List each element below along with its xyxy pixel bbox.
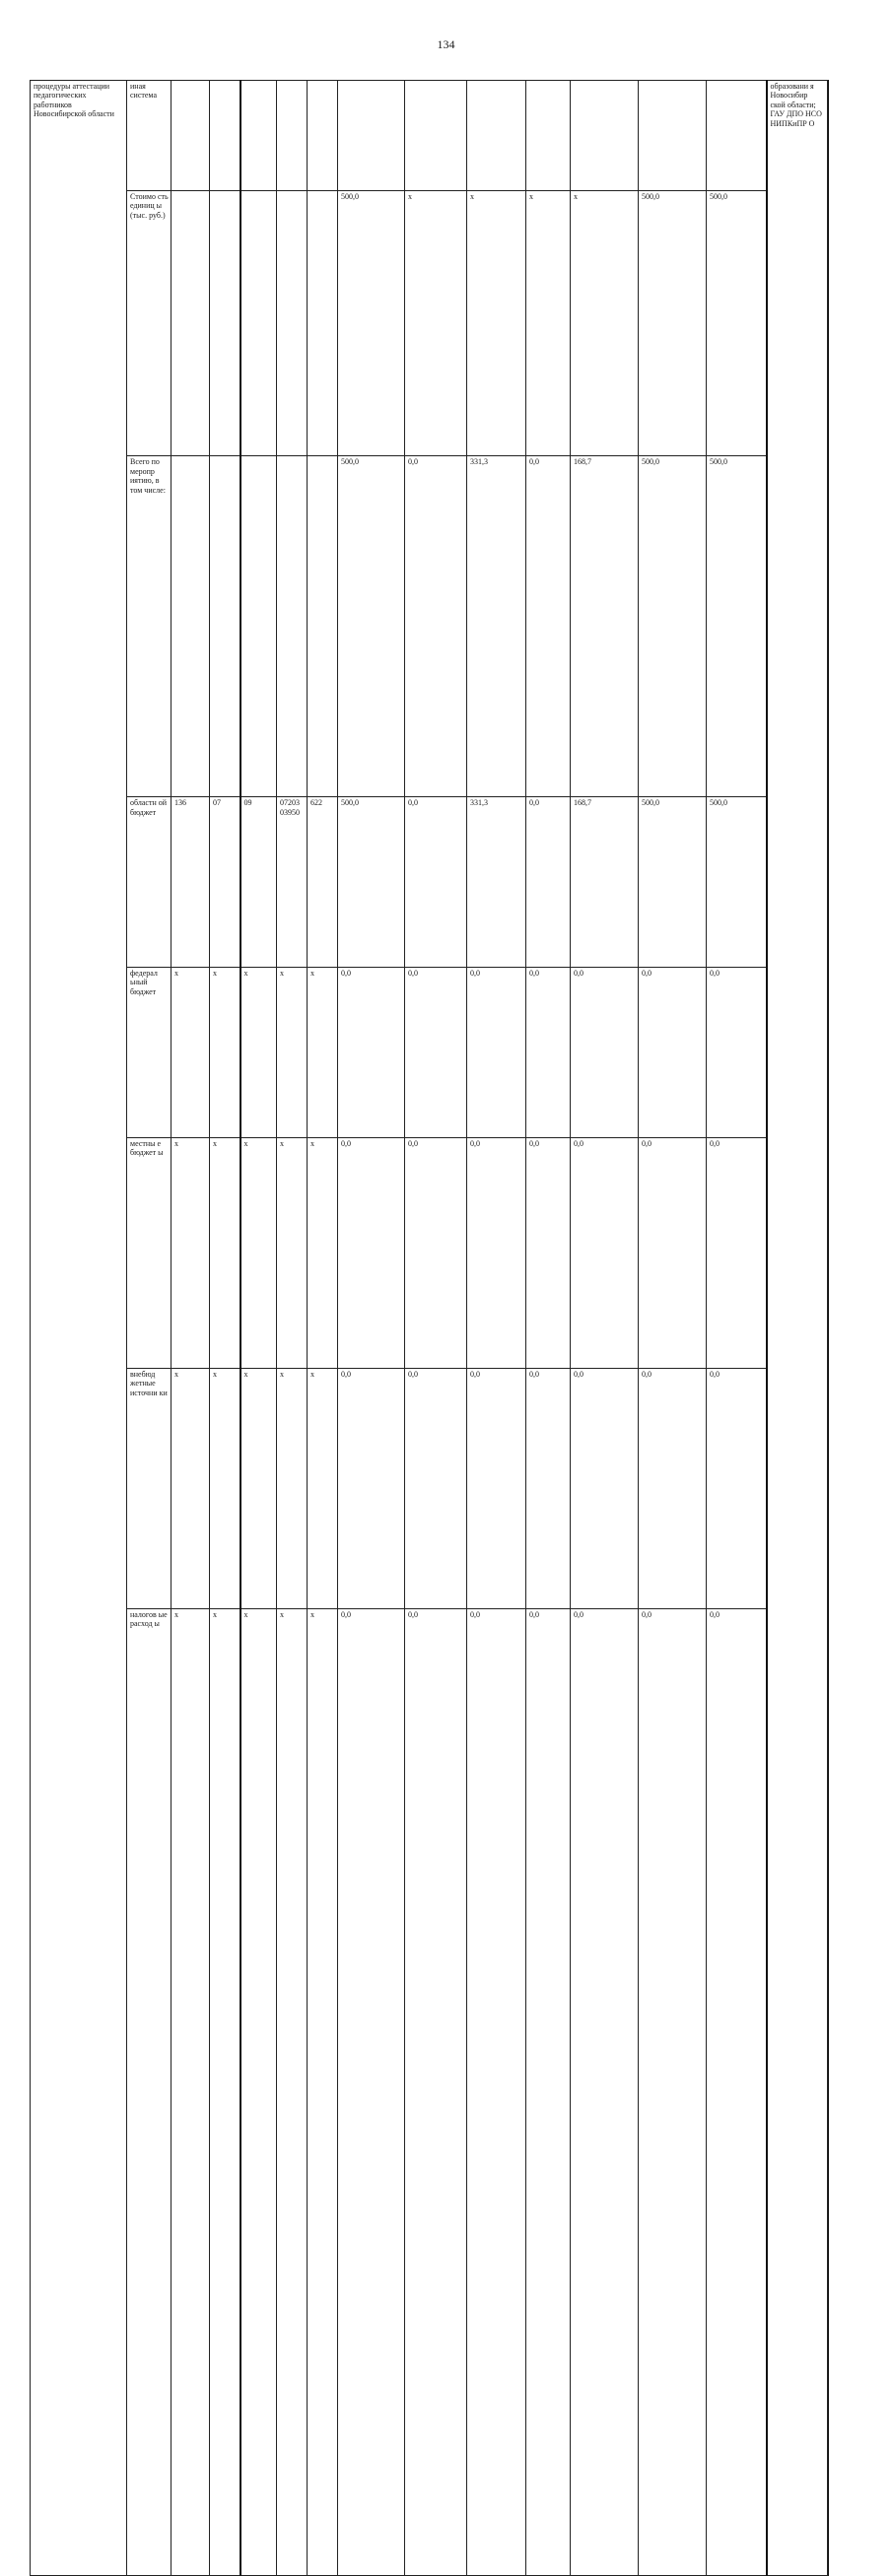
table-row [31, 967, 828, 1137]
target-article-cell [277, 456, 308, 797]
subsection-code-cell: x [240, 1368, 277, 1608]
value-2026-cell: 0,0 [707, 1608, 767, 2575]
value-2021-cell: 0,0 [405, 797, 467, 968]
target-article-cell: x [277, 1608, 308, 2575]
subsection-code-cell: x [240, 1608, 277, 2575]
value-total-cell: 500,0 [338, 456, 405, 797]
value-2026-cell: 0,0 [707, 1368, 767, 1608]
value-2026-cell: 500,0 [707, 797, 767, 968]
value-2024-cell: 0,0 [571, 1368, 639, 1608]
section-code-cell: x [210, 1608, 240, 2575]
value-2023-cell: x [526, 190, 571, 455]
value-2025-cell: 0,0 [639, 1137, 707, 1368]
program-table [30, 80, 828, 2576]
page-number: 134 [437, 37, 455, 51]
value-2022-cell: 0,0 [467, 967, 526, 1137]
value-2021-cell: 0,0 [405, 456, 467, 797]
value-2022-cell: 0,0 [467, 1368, 526, 1608]
section-code-cell: x [210, 967, 240, 1137]
value-2023-cell: 0,0 [526, 967, 571, 1137]
value-2021-cell: 0,0 [405, 1368, 467, 1608]
admin-code-cell [172, 190, 210, 455]
value-2026-cell: 0,0 [707, 1137, 767, 1368]
subsection-code-cell: x [240, 967, 277, 1137]
value-total-cell: 0,0 [338, 1368, 405, 1608]
value-2023-cell: 0,0 [526, 1608, 571, 2575]
value-2023-cell [526, 81, 571, 191]
value-2023-cell: 0,0 [526, 1137, 571, 1368]
admin-code-cell: x [172, 967, 210, 1137]
expense-type-cell [308, 81, 338, 191]
section-code-cell [210, 456, 240, 797]
value-2026-cell: 0,0 [707, 967, 767, 1137]
section-code-cell [210, 81, 240, 191]
expense-type-cell [308, 190, 338, 455]
value-2022-cell: 331,3 [467, 797, 526, 968]
value-2023-cell: 0,0 [526, 797, 571, 968]
value-2024-cell [571, 81, 639, 191]
value-2021-cell: x [405, 190, 467, 455]
value-total-cell: 0,0 [338, 1608, 405, 2575]
table-row [31, 1137, 828, 1368]
value-total-cell: 500,0 [338, 190, 405, 455]
section-code-cell: 07 [210, 797, 240, 968]
subsection-code-cell: 09 [240, 797, 277, 968]
funding-source-cell: внебюд жетные источни ки [127, 1368, 172, 1608]
value-2025-cell: 0,0 [639, 1608, 707, 2575]
target-article-cell: 07203 03950 [277, 797, 308, 968]
value-2025-cell: 500,0 [639, 797, 707, 968]
subsection-code-cell [240, 190, 277, 455]
value-2024-cell: 168,7 [571, 797, 639, 968]
expense-type-cell: x [308, 1608, 338, 2575]
section-code-cell: x [210, 1137, 240, 1368]
value-2026-cell: 500,0 [707, 456, 767, 797]
subsection-code-cell [240, 81, 277, 191]
admin-code-cell: x [172, 1608, 210, 2575]
value-2024-cell: 168,7 [571, 456, 639, 797]
table-body [31, 81, 828, 2576]
value-2021-cell: 0,0 [405, 1608, 467, 2575]
expense-type-cell: 622 [308, 797, 338, 968]
target-article-cell: x [277, 1137, 308, 1368]
value-2024-cell: 0,0 [571, 1137, 639, 1368]
target-article-cell [277, 81, 308, 191]
admin-code-cell [172, 456, 210, 797]
value-2021-cell [405, 81, 467, 191]
expense-type-cell: x [308, 1137, 338, 1368]
section-code-cell: x [210, 1368, 240, 1608]
target-article-cell: x [277, 967, 308, 1137]
funding-source-cell: Всего по меропр иятию, в том числе: [127, 456, 172, 797]
value-total-cell: 0,0 [338, 967, 405, 1137]
value-total-cell: 0,0 [338, 1137, 405, 1368]
value-2025-cell: 500,0 [639, 456, 707, 797]
subsection-code-cell: x [240, 1137, 277, 1368]
admin-code-cell: 136 [172, 797, 210, 968]
funding-source-cell: налогов ые расход ы [127, 1608, 172, 2575]
target-article-cell: x [277, 1368, 308, 1608]
section-code-cell [210, 190, 240, 455]
value-2021-cell: 0,0 [405, 1137, 467, 1368]
value-2022-cell: 0,0 [467, 1137, 526, 1368]
table-row [31, 797, 828, 968]
value-2025-cell [639, 81, 707, 191]
funding-source-cell: местны е бюджет ы [127, 1137, 172, 1368]
value-2022-cell: 331,3 [467, 456, 526, 797]
value-2022-cell: x [467, 190, 526, 455]
table-row [31, 1368, 828, 1608]
table-row [31, 81, 828, 191]
measure-name-cell: процедуры аттестации педагогических работников Новосибирской области [31, 81, 127, 2576]
value-total-cell: 500,0 [338, 797, 405, 968]
table-row [31, 1608, 828, 2575]
funding-source-cell: федерал ьный бюджет [127, 967, 172, 1137]
value-2025-cell: 0,0 [639, 1368, 707, 1608]
value-2022-cell [467, 81, 526, 191]
value-2025-cell: 0,0 [639, 967, 707, 1137]
admin-code-cell: x [172, 1137, 210, 1368]
value-2024-cell: 0,0 [571, 1608, 639, 2575]
value-2024-cell: 0,0 [571, 967, 639, 1137]
table-row [31, 190, 828, 455]
expense-type-cell: x [308, 967, 338, 1137]
admin-code-cell [172, 81, 210, 191]
expense-type-cell [308, 456, 338, 797]
funding-source-cell: Стоимо сть единиц ы (тыс. руб.) [127, 190, 172, 455]
table-row [31, 456, 828, 797]
expense-type-cell: x [308, 1368, 338, 1608]
value-2024-cell: x [571, 190, 639, 455]
target-article-cell [277, 190, 308, 455]
funding-source-cell: иная система [127, 81, 172, 191]
value-2026-cell [707, 81, 767, 191]
funding-source-cell: областн ой бюджет [127, 797, 172, 968]
executor-cell: образовани я Новосибир ской области; ГАУ ДПО НСО НИПКиПР О [767, 81, 828, 2576]
value-total-cell [338, 81, 405, 191]
value-2021-cell: 0,0 [405, 967, 467, 1137]
subsection-code-cell [240, 456, 277, 797]
value-2022-cell: 0,0 [467, 1608, 526, 2575]
value-2023-cell: 0,0 [526, 1368, 571, 1608]
value-2025-cell: 500,0 [639, 190, 707, 455]
value-2023-cell: 0,0 [526, 456, 571, 797]
admin-code-cell: x [172, 1368, 210, 1608]
value-2026-cell: 500,0 [707, 190, 767, 455]
